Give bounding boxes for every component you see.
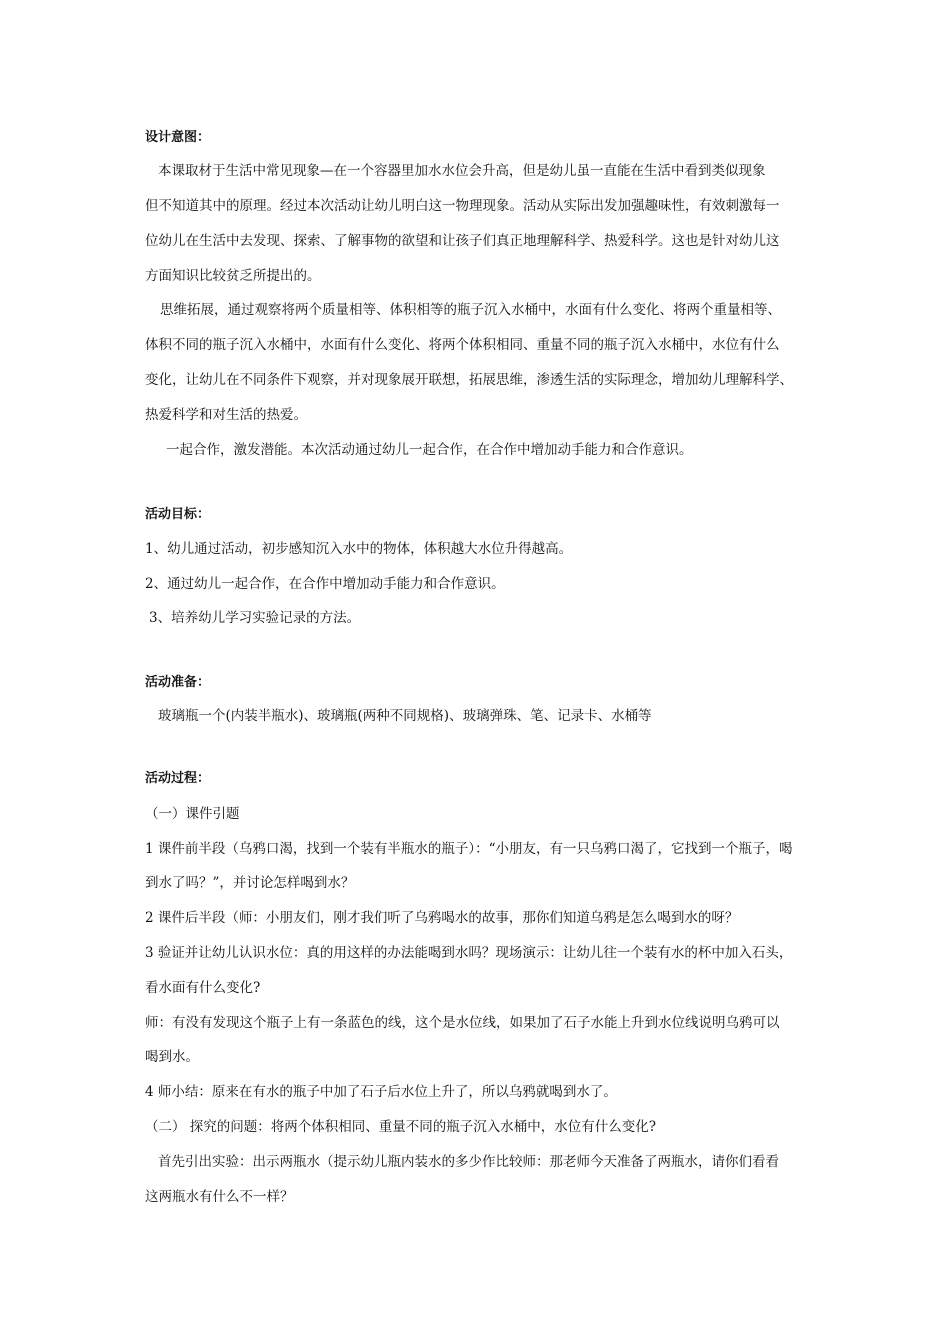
design-intent-line: 思维拓展，通过观察将两个质量相等、体积相等的瓶子沉入水桶中，水面有什么变化、将两个重量相等、 <box>160 302 781 318</box>
goal-item: 1、幼儿通过活动，初步感知沉入水中的物体，体积越大水位升得越高。 <box>145 541 573 557</box>
design-intent-line: 本课取材于生活中常见现象—在一个容器里加水水位会升高，但是幼儿虽一直能在生活中看到类似现象 <box>158 163 766 179</box>
process-line: 到水了吗？”，并讨论怎样喝到水？ <box>145 875 355 891</box>
process-line: 师：有没有发现这个瓶子上有一条蓝色的线，这个是水位线，如果加了石子水能上升到水位线说明乌鸦可以 <box>145 1015 780 1031</box>
design-intent-line: 方面知识比较贫乏所提出的。 <box>145 268 321 284</box>
design-intent-line: 位幼儿在生活中去发现、探索、了解事物的欲望和让孩子们真正地理解科学、热爱科学。这也是针对幼儿这 <box>145 233 780 249</box>
process-line: 2 课件后半段（师：小朋友们，刚才我们听了乌鸦喝水的故事，那你们知道乌鸦是怎么喝到水的呀？ <box>145 910 739 926</box>
goal-item: 2、通过幼儿一起合作，在合作中增加动手能力和合作意识。 <box>145 576 505 592</box>
goal-item: 3、培养幼儿学习实验记录的方法。 <box>149 610 361 626</box>
process-line: 首先引出实验：出示两瓶水（提示幼儿瓶内装水的多少作比较师：那老师今天准备了两瓶水，请你们看看 <box>158 1154 779 1170</box>
preparation-heading: 活动准备： <box>145 675 211 690</box>
process-line: 3 验证并让幼儿认识水位：真的用这样的办法能喝到水吗？现场演示：让幼儿往一个装有水的杯中加入石头， <box>145 945 793 961</box>
design-intent-line: 一起合作，激发潜能。本次活动通过幼儿一起合作，在合作中增加动手能力和合作意识。 <box>166 442 693 458</box>
design-intent-line: 变化，让幼儿在不同条件下观察，并对现象展开联想，拓展思维，渗透生活的实际理念，增加幼儿理解科学、 <box>145 372 793 388</box>
design-intent-line: 体积不同的瓶子沉入水桶中，水面有什么变化、将两个体积相同、重量不同的瓶子沉入水桶中，水位有什么 <box>145 337 780 353</box>
goals-heading: 活动目标： <box>145 507 211 522</box>
process-line: 看水面有什么变化? <box>145 980 261 996</box>
process-line: 喝到水。 <box>145 1049 199 1065</box>
design-intent-line: 但不知道其中的原理。经过本次活动让幼儿明白这一物理现象。活动从实际出发加强趣味性，有效刺激每一 <box>145 198 780 214</box>
process-line: （一）课件引题 <box>145 806 240 822</box>
process-line: 4 师小结：原来在有水的瓶子中加了石子后水位上升了，所以乌鸦就喝到水了。 <box>145 1084 617 1100</box>
process-heading: 活动过程： <box>145 771 211 786</box>
design-intent-heading: 设计意图： <box>145 130 211 145</box>
process-line: 1 课件前半段（乌鸦口渴，找到一个装有半瓶水的瓶子）：“小朋友，有一只乌鸦口渴了，它找到一个瓶子，喝 <box>145 841 793 857</box>
process-line: （二） 探究的问题：将两个体积相同、重量不同的瓶子沉入水桶中，水位有什么变化? <box>145 1119 657 1135</box>
process-line: 这两瓶水有什么不一样？ <box>145 1189 294 1205</box>
design-intent-line: 热爱科学和对生活的热爱。 <box>145 407 307 423</box>
preparation-text: 玻璃瓶一个(内装半瓶水)、玻璃瓶(两种不同规格)、玻璃弹珠、笔、记录卡、水桶等 <box>158 708 652 724</box>
